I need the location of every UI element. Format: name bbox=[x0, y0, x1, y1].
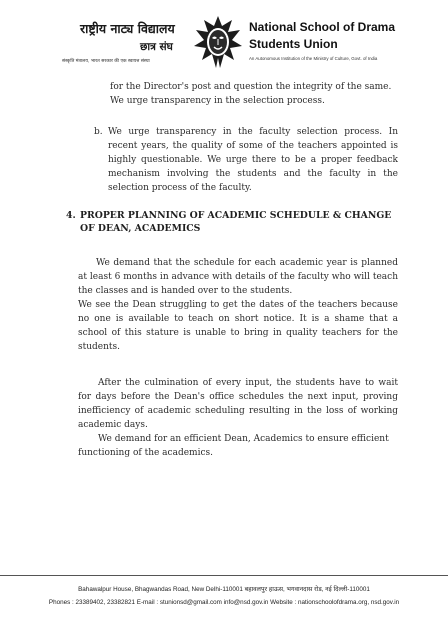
list-item-b bbox=[94, 125, 398, 195]
nsd-logo-icon bbox=[192, 12, 244, 72]
paragraph-inefficiency: After the culmination of every input, the students have to wait for days before the Dean's office schedules the next input, proving inefficiency of academic scheduling resulting in the loss of working academic days. bbox=[78, 378, 398, 430]
paragraph-schedule-demand: We demand that the schedule for each academic year is planned at least 6 months in advance with details of the faculty who will teach the classes and is handed over to the students. bbox=[78, 258, 398, 296]
paragraph-dean-struggle: We see the Dean struggling to get the dates of the teachers because no one is available to teach on short notice. It is a shame that a school of this stature is unable to bring in quality teachers for the students. bbox=[78, 300, 398, 352]
section-heading-text: PROPER PLANNING OF ACADEMIC SCHEDULE & CHANGE OF DEAN, ACADEMICS bbox=[80, 210, 392, 234]
hindi-tagline: संस्कृति मंत्रालय, भारत सरकार की एक स्वायत्त संस्था bbox=[62, 59, 150, 64]
english-subtitle: Students Union bbox=[249, 37, 338, 51]
list-item-text: We urge transparency in the faculty selection process. In recent years, the quality of some of the teachers appointed is highly questionable. We urge there to be a proper feedback mechanism involving the students and the faculty in the selection process of the faculty. bbox=[108, 127, 398, 193]
footer-address: Bahawalpur House, Bhagwandas Road, New Delhi-110001 बहावलपुर हाऊस, भगवानदास रोड, नई दिल्ली-110001 bbox=[78, 586, 370, 593]
english-title: National School of Drama bbox=[249, 20, 396, 34]
list-item-marker: b. bbox=[94, 127, 103, 137]
letterhead bbox=[0, 0, 448, 76]
footer-divider bbox=[0, 575, 448, 576]
paragraph-efficient-dean: We demand for an efficient Dean, Academics to ensure efficient functioning of the academics. bbox=[78, 434, 389, 458]
footer-contact: Phones : 23389402, 23382821 E-mail : stunionsd@gmail.com info@nsd.gov.in Website : nationschoolofdrama.org, nsd.gov.in bbox=[48, 599, 400, 606]
english-tagline: An Autonomous Institution of the Ministry of Culture, Govt. of India bbox=[249, 56, 378, 61]
section-number: 4. bbox=[66, 210, 76, 221]
section-heading bbox=[66, 209, 402, 235]
hindi-subtitle: छात्र संघ bbox=[140, 41, 173, 53]
hindi-title: राष्ट्रीय नाट्य विद्यालय bbox=[80, 21, 175, 36]
paragraph-continuation: for the Director's post and question the integrity of the same. We urge transparency in the selection process. bbox=[110, 82, 392, 106]
